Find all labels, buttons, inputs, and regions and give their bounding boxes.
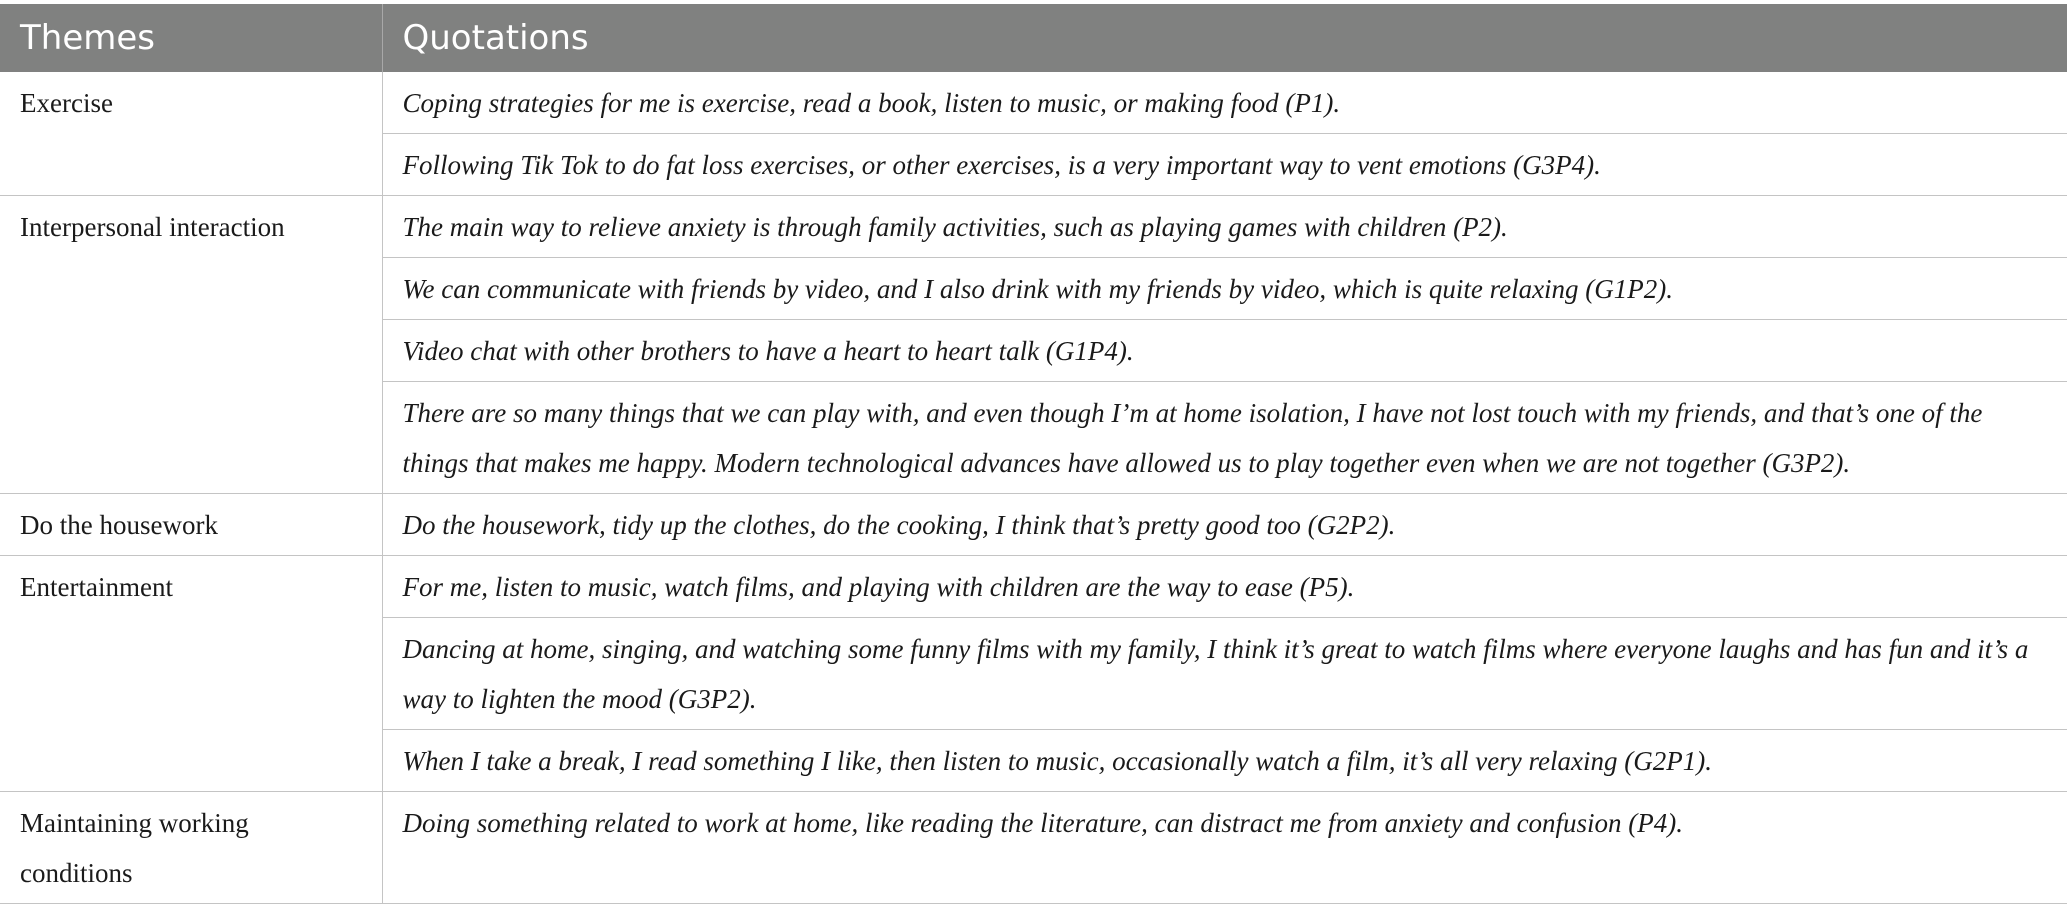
table-row	[0, 72, 2067, 134]
quote-cell: When I take a break, I read something I like, then listen to music, occasionally watch a film, it’s all very relaxing (G2P1).	[382, 730, 2067, 792]
theme-cell-entertainment: Entertainment	[0, 556, 382, 792]
theme-cell-interpersonal-interaction: Interpersonal interaction	[0, 196, 382, 494]
table-row	[0, 494, 2067, 556]
quote-cell: The main way to relieve anxiety is through family activities, such as playing games with children (P2).	[382, 196, 2067, 258]
themes-quotations-table	[0, 4, 2067, 904]
table-row	[0, 196, 2067, 258]
quote-cell: Coping strategies for me is exercise, read a book, listen to music, or making food (P1).	[382, 72, 2067, 134]
themes-quotations-table-container	[0, 4, 2067, 904]
quote-cell: Video chat with other brothers to have a heart to heart talk (G1P4).	[382, 320, 2067, 382]
quote-cell: There are so many things that we can play with, and even though I’m at home isolation, I have not lost touch with my friends, and that’s one of the things that makes me happy. Modern technological advances have allowed us to play together even when we are not together (G3P2).	[382, 382, 2067, 494]
theme-cell-do-the-housework: Do the housework	[0, 494, 382, 556]
table-row	[0, 792, 2067, 904]
quote-cell: Do the housework, tidy up the clothes, do the cooking, I think that’s pretty good too (G2P2).	[382, 494, 2067, 556]
table-header-row	[0, 4, 2067, 72]
quote-cell: We can communicate with friends by video, and I also drink with my friends by video, which is quite relaxing (G1P2).	[382, 258, 2067, 320]
quote-cell: Following Tik Tok to do fat loss exercises, or other exercises, is a very important way to vent emotions (G3P4).	[382, 134, 2067, 196]
quote-cell: For me, listen to music, watch films, and playing with children are the way to ease (P5).	[382, 556, 2067, 618]
quote-cell: Dancing at home, singing, and watching some funny films with my family, I think it’s great to watch films where everyone laughs and has fun and it’s a way to lighten the mood (G3P2).	[382, 618, 2067, 730]
table-row	[0, 556, 2067, 618]
header-quotations: Quotations	[382, 4, 2067, 72]
theme-cell-maintaining-working-conditions: Maintaining working conditions	[0, 792, 382, 904]
header-themes: Themes	[0, 4, 382, 72]
theme-cell-exercise: Exercise	[0, 72, 382, 196]
quote-cell: Doing something related to work at home, like reading the literature, can distract me from anxiety and confusion (P4).	[382, 792, 2067, 904]
